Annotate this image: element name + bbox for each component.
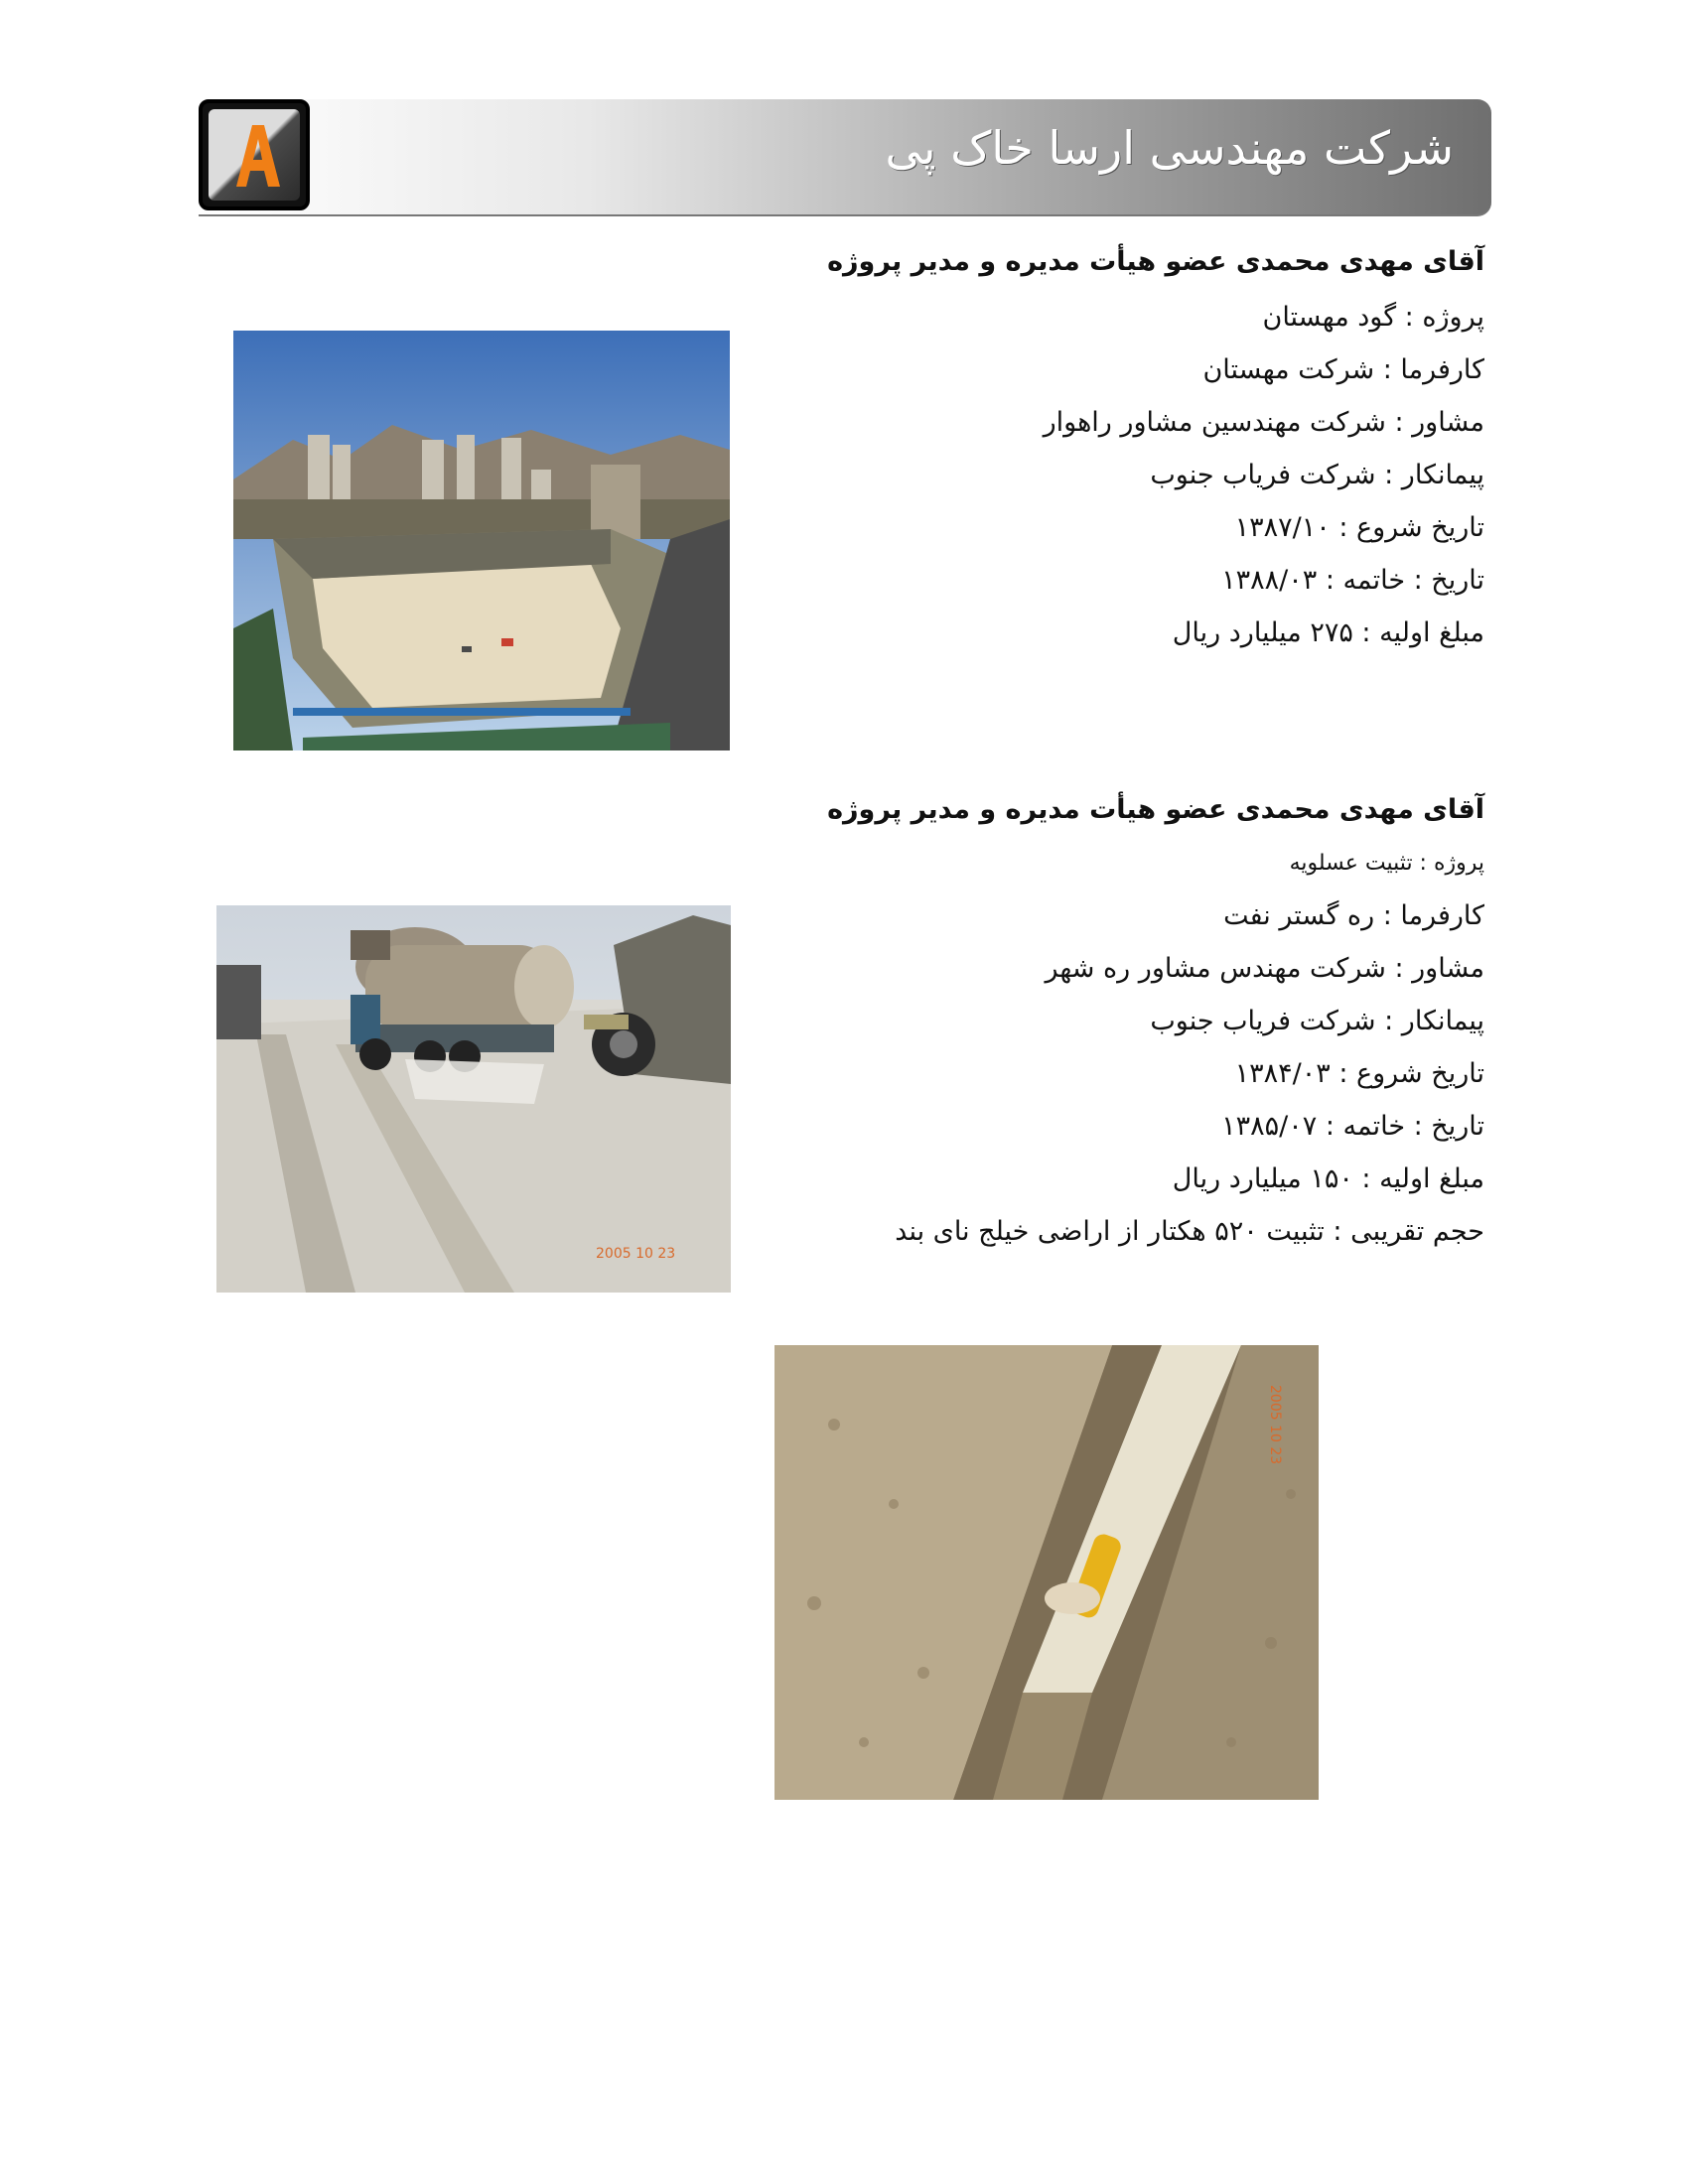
project-1-info xyxy=(730,246,1484,659)
trench-photo-date-stamp: 2005 10 23 xyxy=(1267,1385,1283,1465)
project-2-line: تاریخ شروع : ۱۳۸۴/۰۳ xyxy=(1234,1058,1484,1089)
water-truck-photo xyxy=(216,905,731,1293)
project-2-line: مبلغ اولیه : ۱۵۰ میلیارد ریال xyxy=(1172,1163,1484,1194)
project-1-line: پیمانکار : شرکت فریاب جنوب xyxy=(1150,460,1484,490)
project-1-line: کارفرما : شرکت مهستان xyxy=(1202,354,1484,385)
project-2-line: حجم تقریبی : تثبیت ۵۲۰ هکتار از اراضی خیلج نای بند xyxy=(895,1216,1484,1247)
project-2-heading: آقای مهدی محمدی عضو هیأت مدیره و مدیر پروژه xyxy=(827,794,1484,825)
project-2-line: پروژه : تثبیت عسلویه xyxy=(1289,851,1484,876)
project-2-line: تاریخ : خاتمه : ۱۳۸۵/۰۷ xyxy=(1221,1111,1484,1142)
project-1-line: تاریخ شروع : ۱۳۸۷/۱۰ xyxy=(1234,512,1484,543)
project-1-line: پروژه : گود مهستان xyxy=(1262,302,1484,333)
project-1-line: تاریخ : خاتمه : ۱۳۸۸/۰۳ xyxy=(1221,565,1484,596)
project-1-line: مبلغ اولیه : ۲۷۵ میلیارد ریال xyxy=(1172,617,1484,648)
logo-a-icon xyxy=(203,103,306,206)
project-2-info xyxy=(730,794,1484,1258)
excavation-site-photo xyxy=(233,331,730,751)
header-banner xyxy=(199,99,1491,216)
company-title: شرکت مهندسی ارسا خاک پی xyxy=(885,121,1454,175)
trench-photo xyxy=(774,1345,1319,1800)
project-2-line: کارفرما : ره گستر نفت xyxy=(1223,900,1484,931)
project-2-line: پیمانکار : شرکت فریاب جنوب xyxy=(1150,1006,1484,1036)
project-1-line: مشاور : شرکت مهندسین مشاور راهوار xyxy=(1043,407,1484,438)
truck-photo-date-stamp: 2005 10 23 xyxy=(596,1246,676,1262)
company-logo xyxy=(199,99,310,210)
project-1-heading: آقای مهدی محمدی عضو هیأت مدیره و مدیر پروژه xyxy=(827,246,1484,277)
project-2-line: مشاور : شرکت مهندس مشاور ره شهر xyxy=(1045,953,1484,984)
